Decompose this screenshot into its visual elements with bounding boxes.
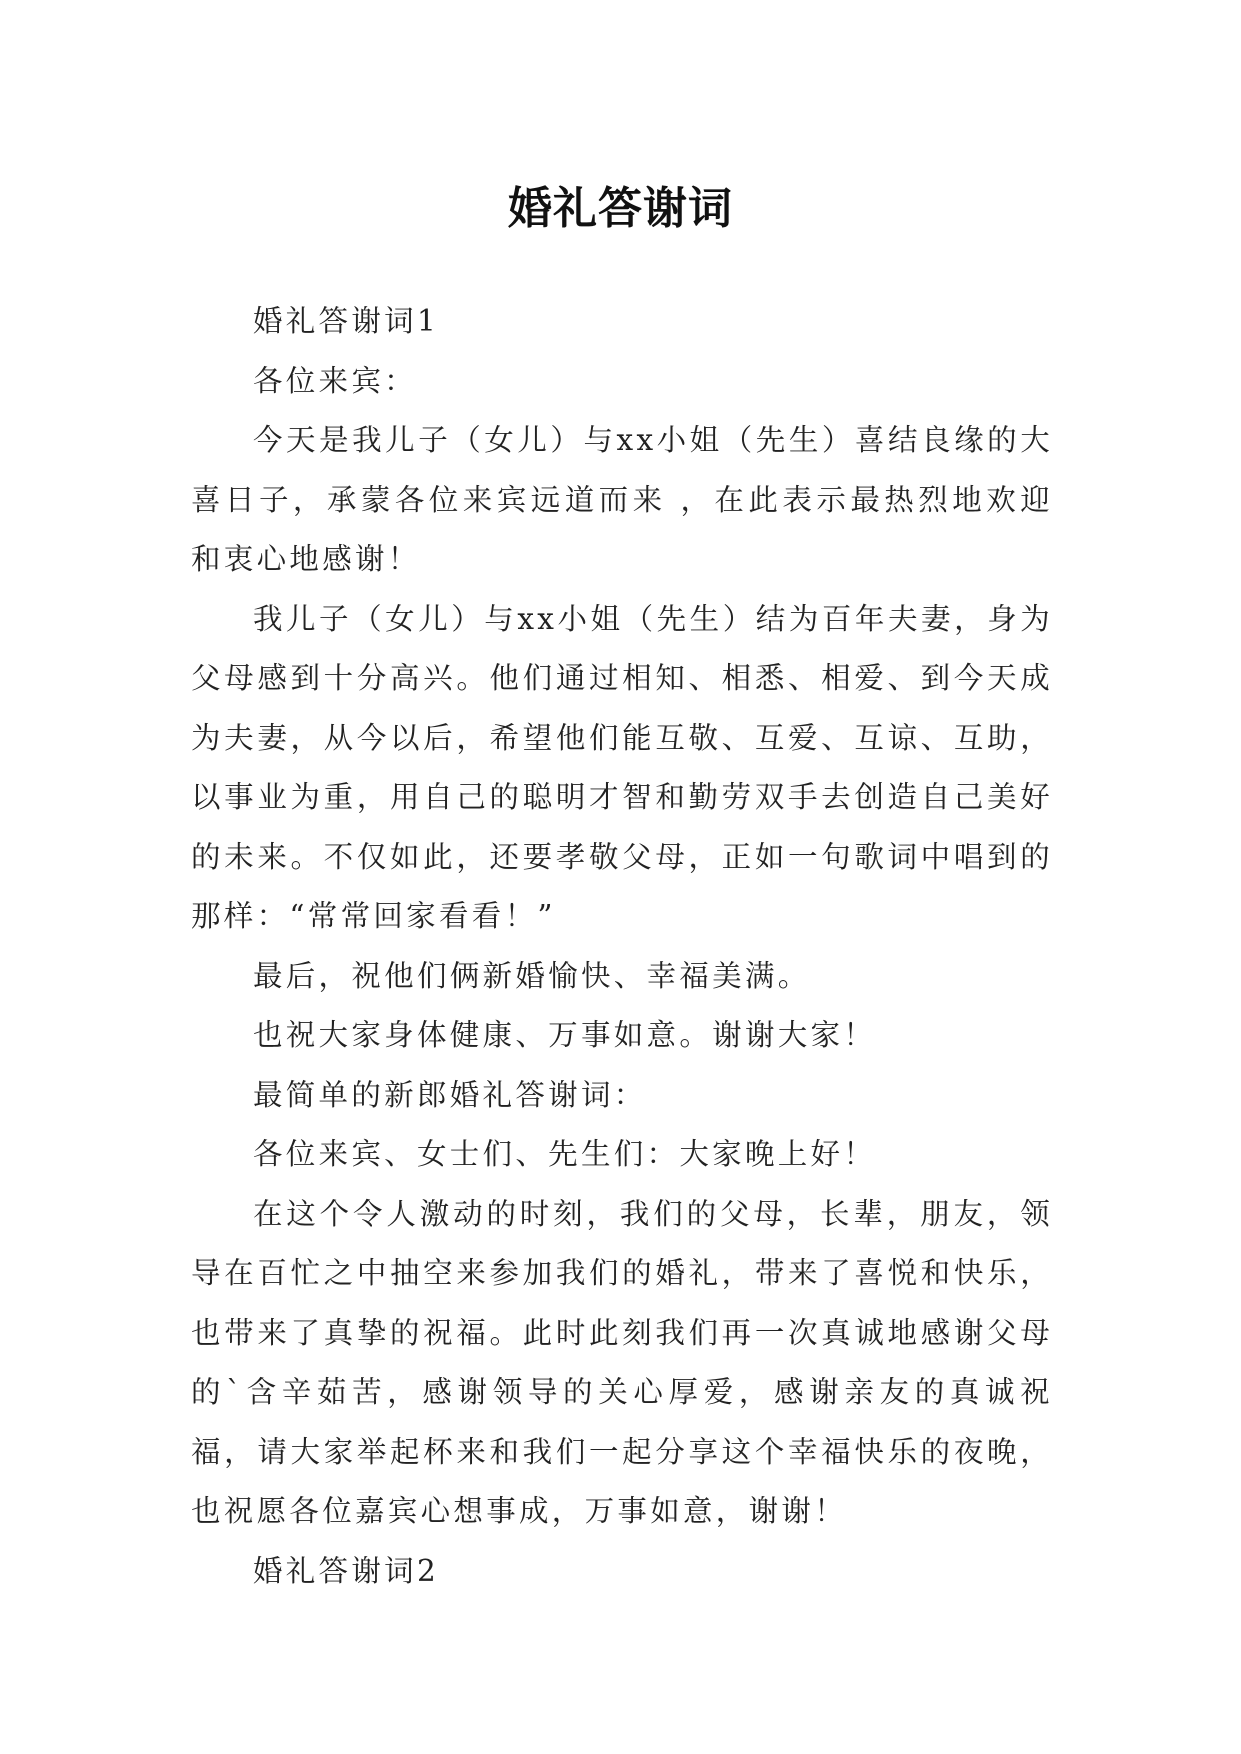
paragraph-welcome: 今天是我儿子（女儿）与xx小姐（先生）喜结良缘的大喜日子，承蒙各位来宾远道而来 ，在此表示最热烈地欢迎和衷心地感谢！	[191, 423, 1053, 576]
subheading-groom-speech: 最简单的新郎婚礼答谢词：	[252, 1077, 647, 1112]
document-title: 婚礼答谢词	[508, 183, 733, 235]
document-body	[191, 292, 1053, 1601]
groom-salutation: 各位来宾、女士们、先生们：大家晚上好！	[252, 1137, 877, 1171]
paragraph-groom-speech: 在这个令人激动的时刻，我们的父母，长辈，朋友，领导在百忙之中抽空来参加我们的婚礼，带来了喜悦和快乐，也带来了真挚的祝福。此时此刻我们再一次真诚地感谢父母的`含辛茹苦，感谢领导的关心厚爱，感谢亲友的真诚祝福，请大家举起杯来和我们一起分享这个幸福快乐的夜晚，也祝愿各位嘉宾心想事成，万事如意，谢谢！	[191, 1196, 1053, 1528]
paragraph-wishes: 我儿子（女儿）与xx小姐（先生）结为百年夫妻，身为父母感到十分高兴。他们通过相知、相悉、相爱、到今天成为夫妻，从今以后，希望他们能互敬、互爱、互谅、互助，以事业为重，用自己的聪明才智和勤劳双手去创造自己美好的未来。不仅如此，还要孝敬父母，正如一句歌词中唱到的那样：“常常回家看看！”	[191, 601, 1053, 933]
salutation: 各位来宾：	[252, 363, 417, 398]
paragraph-closing: 最后，祝他们俩新婚愉快、幸福美满。	[252, 958, 811, 993]
section-heading-1: 婚礼答谢词1	[252, 304, 440, 338]
paragraph-thanks: 也祝大家身体健康、万事如意。谢谢大家！	[252, 1018, 877, 1052]
section-heading-2: 婚礼答谢词2	[252, 1553, 440, 1588]
